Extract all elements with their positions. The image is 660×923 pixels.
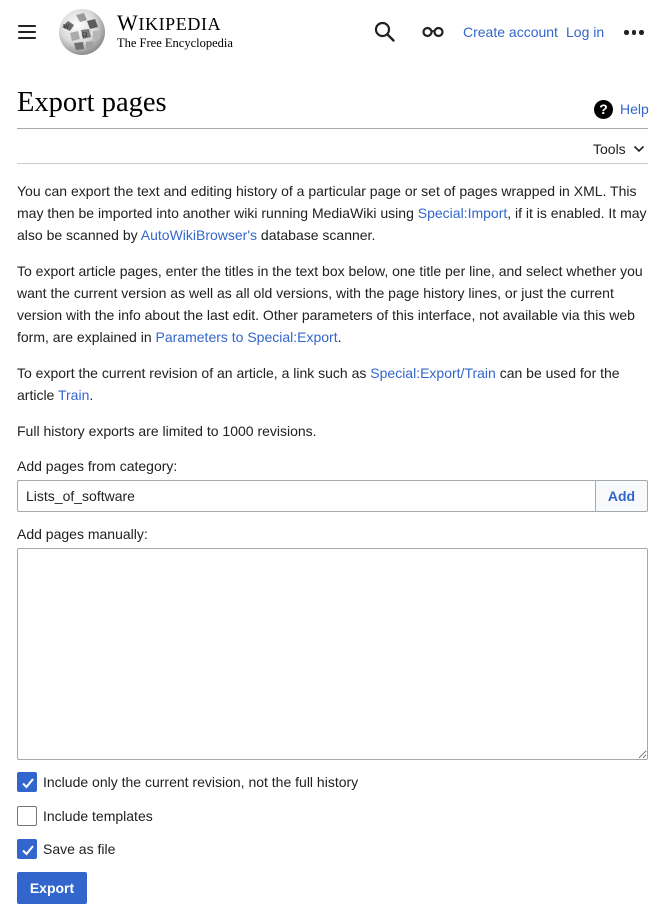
checkmark-icon bbox=[21, 843, 35, 857]
parameters-special-export-link[interactable]: Parameters to Special:Export bbox=[155, 329, 338, 345]
save-as-file-label: Save as file bbox=[43, 841, 116, 857]
wordmark-tagline: The Free Encyclopedia bbox=[117, 36, 233, 50]
ellipsis-icon[interactable] bbox=[624, 30, 644, 36]
help-circle-icon: ? bbox=[594, 100, 613, 119]
wikipedia-globe-logo[interactable] bbox=[56, 7, 108, 57]
search-icon[interactable] bbox=[374, 21, 396, 43]
special-export-train-link[interactable]: Special:Export/Train bbox=[370, 365, 496, 381]
include-templates-checkbox-row[interactable] bbox=[17, 806, 153, 826]
train-article-link[interactable]: Train bbox=[57, 387, 90, 403]
help-link[interactable] bbox=[594, 99, 649, 119]
hamburger-menu-icon[interactable] bbox=[14, 20, 40, 44]
svg-text:W: W bbox=[63, 23, 70, 31]
special-import-link[interactable]: Special:Import bbox=[417, 205, 508, 221]
page-title: Export pages bbox=[17, 87, 167, 118]
include-templates-label: Include templates bbox=[43, 808, 153, 824]
site-header bbox=[0, 0, 660, 64]
tools-label: Tools bbox=[593, 141, 626, 157]
wikipedia-wordmark[interactable] bbox=[117, 10, 233, 51]
intro-paragraph-2: To export article pages, enter the titles in the text box below, one title per line, and select whether you want the current version as well as all old versions, with the page history lines, or just the current version with the info about the last edit. Other parameters of this interface, not available via this web form, are explained in Parameters to Special:Export. bbox=[17, 263, 643, 345]
save-as-file-checkbox-row[interactable] bbox=[17, 839, 115, 859]
include-templates-checkbox[interactable] bbox=[17, 806, 37, 826]
autowikibrowser-link[interactable]: AutoWikiBrowser's bbox=[140, 227, 258, 243]
tools-divider bbox=[17, 163, 648, 164]
category-label: Add pages from category: bbox=[17, 458, 178, 474]
tools-dropdown[interactable] bbox=[593, 141, 645, 157]
wordmark-title: WIKIPEDIA bbox=[117, 10, 222, 35]
intro-paragraph-4: Full history exports are limited to 1000 revisions. bbox=[17, 423, 317, 439]
category-input[interactable] bbox=[17, 480, 596, 512]
current-revision-checkbox-row[interactable] bbox=[17, 772, 358, 792]
chevron-down-icon bbox=[633, 145, 645, 153]
glasses-icon[interactable] bbox=[422, 26, 444, 38]
export-button[interactable]: Export bbox=[17, 872, 87, 904]
manual-pages-textarea[interactable] bbox=[17, 548, 648, 760]
current-revision-label: Include only the current revision, not the full history bbox=[43, 774, 359, 790]
save-as-file-checkbox[interactable] bbox=[17, 839, 37, 859]
create-account-link[interactable]: Create account bbox=[463, 24, 558, 40]
current-revision-checkbox[interactable] bbox=[17, 772, 37, 792]
manual-pages-label: Add pages manually: bbox=[17, 526, 148, 542]
log-in-link[interactable]: Log in bbox=[566, 24, 605, 40]
intro-paragraph-3: To export the current revision of an article, a link such as Special:Export/Train can be used for the article Train. bbox=[17, 365, 620, 403]
help-link-label: Help bbox=[620, 101, 649, 117]
checkmark-icon bbox=[21, 776, 35, 790]
add-category-button[interactable]: Add bbox=[595, 480, 648, 512]
title-divider bbox=[17, 128, 648, 129]
svg-text:Ω: Ω bbox=[82, 31, 88, 39]
intro-paragraph-1: You can export the text and editing history of a particular page or set of pages wrapped in XML. This may then be imported into another wiki running MediaWiki using Special:Import, if it is enabled. It may also be scanned by AutoWikiBrowser's database scanner. bbox=[17, 183, 647, 243]
